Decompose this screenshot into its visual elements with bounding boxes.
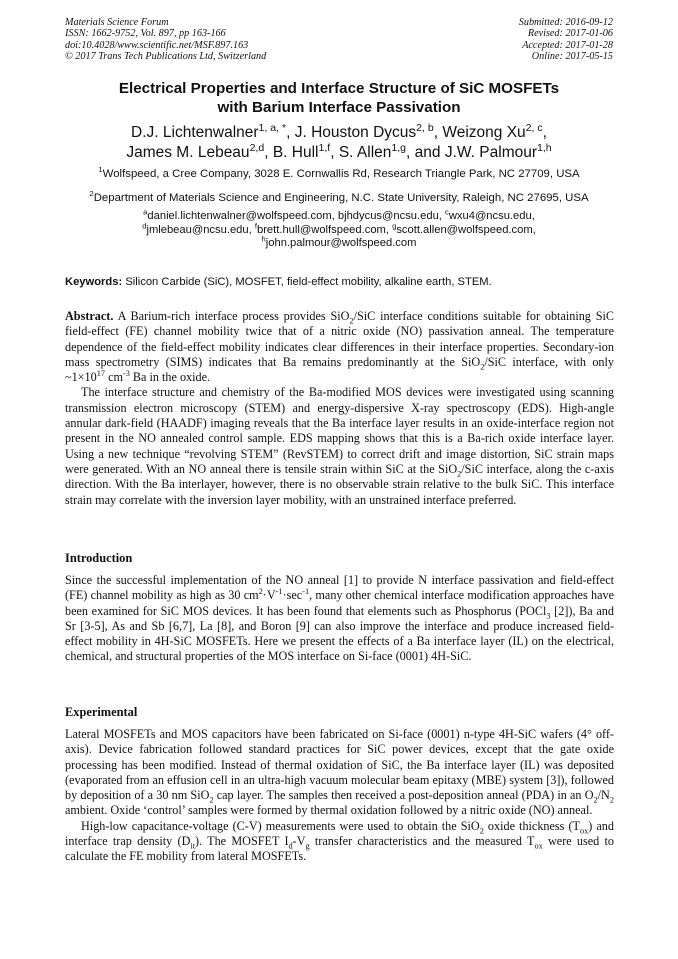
- author-name: J.W. Palmour: [444, 144, 538, 161]
- header-left: [65, 17, 266, 63]
- introduction-section: [65, 573, 614, 665]
- author-name: Weizong Xu: [442, 124, 526, 141]
- keywords-label: Keywords:: [65, 276, 123, 288]
- experimental-paragraph-1: [65, 727, 614, 819]
- journal-header: [65, 17, 613, 63]
- text-run: oxide thickness (T: [483, 818, 580, 833]
- superscript: -1: [302, 587, 310, 597]
- author-list: [30, 123, 648, 163]
- email-link[interactable]: wxu4@ncsu.edu: [448, 210, 532, 222]
- journal-name: Materials Science Forum: [65, 17, 169, 28]
- text-run: cap layer. The samples then received a post-deposition anneal (PDA) in an O: [213, 788, 594, 803]
- subscript: 2: [480, 362, 485, 372]
- email-line-3: $^h$john.palmour@wolfspeed.com: [261, 234, 417, 250]
- text-run: Ba in the oxide.: [129, 370, 211, 385]
- author-affil: 1,g: [391, 141, 407, 154]
- doi: doi:10.4028/www.scientific.net/MSF.897.163: [65, 39, 249, 51]
- affiliation-text: Wolfspeed, a Cree Company, 3028 E. Cornwallis Rd, Research Triangle Park, NC 27709, USA: [102, 168, 580, 180]
- abstract-paragraph-2: [65, 385, 614, 507]
- author-affil: 1,h: [537, 141, 552, 154]
- subscript: g: [305, 841, 310, 851]
- subscript: 2: [609, 795, 614, 805]
- email-list: [30, 207, 648, 251]
- subscript: ox: [534, 841, 543, 851]
- affiliation-number: 2: [89, 189, 94, 199]
- email-link[interactable]: brett.hull@wolfspeed.com: [256, 223, 386, 236]
- text-run: ·sec: [282, 588, 303, 603]
- text-run: cm: [105, 370, 123, 385]
- email-link[interactable]: scott.allen@wolfspeed.com: [396, 223, 533, 236]
- text-run: Lateral MOSFETs and MOS capacitors have been fabricated on Si-face (0001) n-type 4H-SiC wafers (4° off-axis). Device fabrication followed standard practices for SiC power devices, except that the gate oxide processing has been modified. Instead of thermal oxidation of SiC, the Ba interface layer (IL) was deposited (evaporated from an effusion cell in an ultra-high vacuum molecular beam epitaxy (MBE) system [3]), followed by deposition of a 30 nm SiO: [65, 727, 614, 803]
- subscript: ox: [579, 826, 589, 836]
- text-run: ) and interface trap density (D: [65, 818, 614, 849]
- affiliation-number: 1: [98, 165, 103, 175]
- subscript: 2: [479, 826, 484, 836]
- text-run: ambient. Oxide ‘control’ samples were formed by thermal oxidation followed by a nitric oxide (NO) anneal.: [65, 803, 593, 818]
- text-run: A Barium-rich interface process provides SiO: [117, 309, 350, 323]
- text-run: High-low capacitance-voltage (C-V) measurements were used to obtain the SiO: [81, 818, 480, 833]
- email-link[interactable]: daniel.lichtenwalner@wolfspeed.com: [147, 210, 332, 222]
- text-run: ). The MOSFET I: [195, 834, 289, 849]
- experimental-paragraph-2: [65, 819, 614, 865]
- keywords-text: Silicon Carbide (SiC), MOSFET, field-effect mobility, alkaline earth, STEM.: [125, 276, 492, 288]
- text-run: were used to calculate the FE mobility from lateral MOSFETs.: [65, 834, 614, 864]
- author-line-1: D.J. Lichtenwalner$^{1, a, *}$, J. Houston Dycus$^{2, b}$, Weizong Xu$^{2, c}$,: [131, 121, 547, 141]
- email-link[interactable]: jmlebeau@ncsu.edu: [146, 223, 249, 236]
- author-affil: 1,f: [318, 141, 331, 154]
- affiliation-2: [30, 191, 648, 205]
- introduction-paragraph: [65, 573, 614, 665]
- online-date: Online: 2017-05-15: [531, 51, 613, 63]
- text-run: Since the successful implementation of the NO anneal [1] to provide N interface passivation and field-effect (FE) channel mobility as high as 30 cm: [65, 573, 614, 603]
- text-run: ·V: [262, 588, 276, 603]
- superscript: -3: [122, 369, 130, 379]
- copyright: © 2017 Trans Tech Publications Ltd, Switzerland: [65, 51, 267, 63]
- affiliation-text: Department of Materials Science and Engineering, N.C. State University, Raleigh, NC 27695, USA: [93, 192, 589, 204]
- text-run: transfer characteristics and the measured T: [309, 834, 535, 849]
- subscript: 3: [546, 611, 551, 621]
- paper-title: [40, 79, 638, 117]
- abstract-label: Abstract.: [65, 309, 114, 323]
- submitted-date: Submitted: 2016-09-12: [518, 17, 613, 28]
- text-run: /N: [597, 788, 610, 803]
- subscript: 2: [209, 795, 214, 805]
- author-name: S. Allen: [338, 144, 392, 161]
- subscript: 2: [457, 469, 462, 479]
- email-line-2: $^d$jmlebeau@ncsu.edu, $^f$brett.hull@wolfspeed.com, $^g$scott.allen@wolfspeed.com,: [142, 220, 536, 236]
- abstract-paragraph-1: [65, 309, 614, 385]
- text-run: /SiC interface, along the c-axis direction. With the Ba interlayer, however, there is no observable strain relative to the bulk SiC. This interface strain may correlate with the inversion layer mobility, with an unstrained interface preferred.: [65, 461, 615, 507]
- experimental-heading: Experimental: [65, 705, 138, 719]
- text-run: The interface structure and chemistry of the Ba-modified MOS devices were investigated using scanning transmission electron microscopy (STEM) and energy-dispersive X-ray spectroscopy (EDS). High-angle annular dark-field (HAADF) imaging reveals that the Ba interface layer results in an oxide-interface region not present in the NO annealed control sample. EDS mapping shows that this is a Ba-rich oxide interface layer. Using a new technique “revolving STEM” (RevSTEM) to correct drift and image distortion, SiC strain maps were generated. With an NO anneal there is tensile strain within SiC at the SiO: [65, 385, 614, 476]
- affiliation-1: [30, 167, 648, 181]
- author-affil: 2, c: [525, 121, 543, 134]
- author-name: D.J. Lichtenwalner: [131, 124, 259, 141]
- title-line-2: with Barium Interface Passivation: [217, 99, 461, 116]
- header-right: [519, 17, 613, 63]
- revised-date: Revised: 2017-01-06: [527, 28, 613, 40]
- experimental-section: [65, 727, 614, 865]
- subscript: 2: [593, 795, 598, 805]
- email-line-1: $^a$daniel.lichtenwalner@wolfspeed.com, bjhdycus@ncsu.edu, $^c$wxu4@ncsu.edu,: [143, 207, 535, 222]
- author-name: B. Hull: [272, 144, 319, 161]
- author-name: J. Houston Dycus: [294, 124, 417, 141]
- title-line-1: Electrical Properties and Interface Structure of SiC MOSFETs: [118, 80, 560, 97]
- author-and: and: [414, 144, 441, 161]
- accepted-date: Accepted: 2017-01-28: [522, 39, 613, 51]
- introduction-heading: Introduction: [65, 551, 133, 565]
- subscript: it: [190, 841, 195, 851]
- subscript: d: [288, 841, 293, 851]
- text-run: [2]), Ba and Sr [3-5], As and Sb [6,7], La [8], and Boron [9] can also improve the interface and produce increased field-effect mobility in 4H-SiC MOSFETs. Here we present the effects of a Ba interface layer (IL) on the electrical, chemical, and structural properties of the MOS interface on Si-face (0001) 4H-SiC.: [65, 603, 614, 664]
- email-link[interactable]: john.palmour@wolfspeed.com: [265, 237, 417, 250]
- author-name: James M. Lebeau: [126, 144, 250, 161]
- author-affil: 2,d: [249, 141, 265, 154]
- text-run: -V: [292, 834, 306, 849]
- text-run: /SiC interface conditions suitable for obtaining SiC field-effect (FE) channel mobility twice that of a nitric oxide (NO) passivation anneal. The temperature dependence of the field-effect mobility indicates clear differences in their interface properties. Secondary-ion mass spectrometry (SIMS) indicates that Ba remains predominantly at the SiO: [65, 309, 615, 369]
- issn: ISSN: 1662-9752, Vol. 897, pp 163-166: [65, 28, 226, 40]
- author-affil: 2, b: [416, 121, 434, 134]
- author-line-2: James M. Lebeau$^{2,d}$, B. Hull$^{1,f}$, S. Allen$^{1,g}$, and J.W. Palmour$^{1,h}$: [126, 141, 552, 161]
- author-affil: 1, a, *: [258, 121, 287, 134]
- superscript: -1: [275, 587, 283, 597]
- superscript: 2: [258, 587, 263, 597]
- abstract-section: [65, 309, 614, 508]
- subscript: 2: [349, 316, 354, 326]
- text-run: , many other chemical interface modification approaches have been examined for SiC MOS devices. It has been found that elements such as Phosphorus (POCl: [65, 588, 614, 618]
- text-run: /SiC interface, with only ~1×10: [65, 354, 614, 385]
- superscript: 17: [96, 369, 106, 379]
- email-link[interactable]: bjhdycus@ncsu.edu: [337, 210, 439, 222]
- keywords: [65, 275, 618, 289]
